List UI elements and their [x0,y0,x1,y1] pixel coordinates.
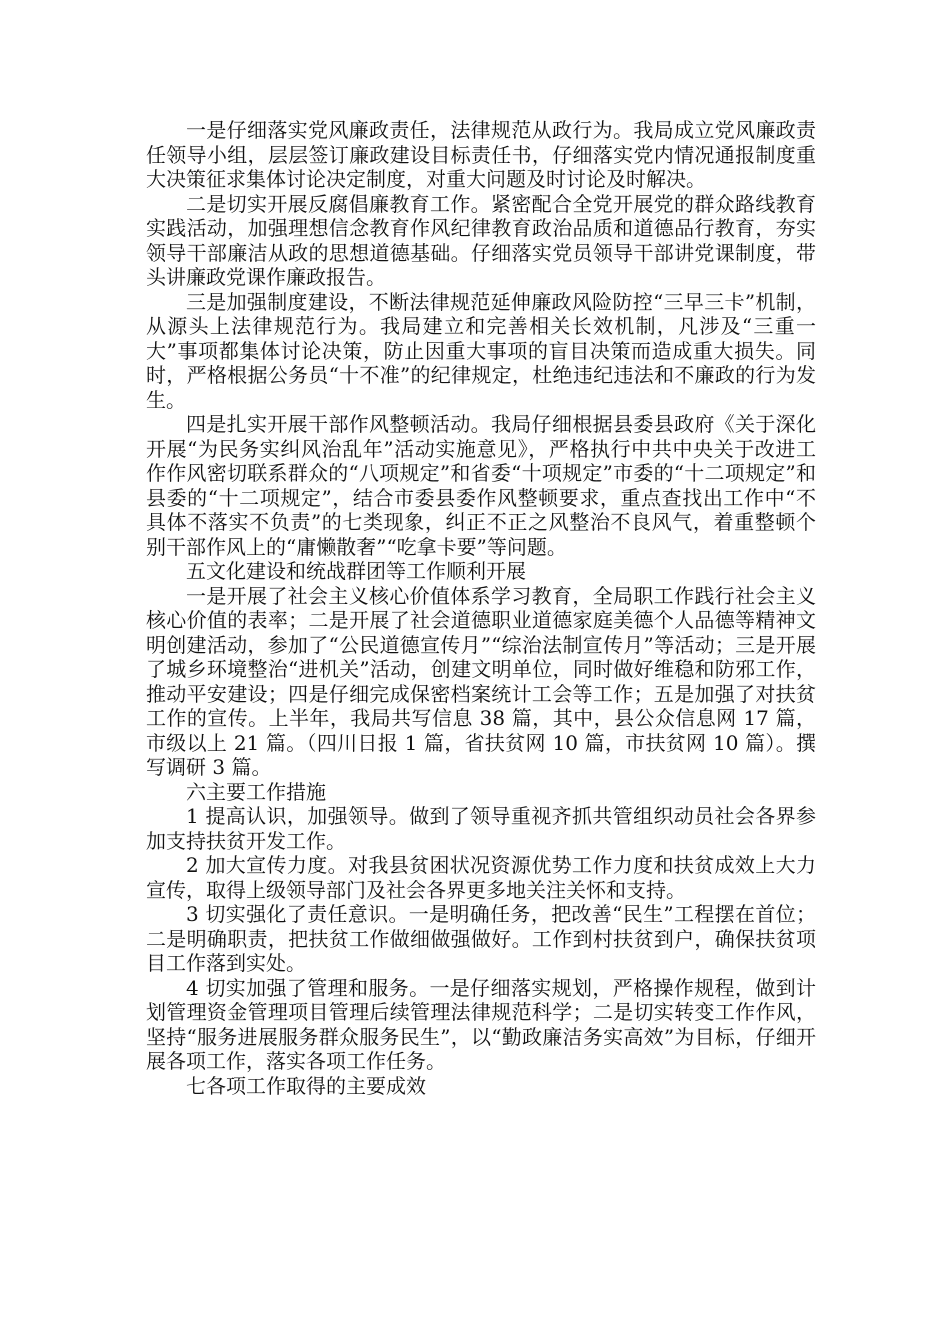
section-heading-culture: 五文化建设和统战群团等工作顺利开展 [186,559,526,583]
paragraph-culture-activities: 一是开展了社会主义核心价值体系学习教育，全局职工作践行社会主义核心价值的表率；二是开展了社会道德职业道德家庭美德个人品德等精神文明创建活动，参加了“公民道德宣传月”“综治法制宣传月”等活动；三是开展了城乡环境整治“进机关”活动，创建文明单位，同时做好维稳和防邪工作，推动平安建设；四是仔细完成保密档案统计工会等工作；五是加强了对扶贫工作的宣传。上半年，我局共写信息 38 篇，其中，县公众信息网 17 篇，市级以上 21 篇。（四川日报 1 篇，省扶贫网 10 篇，市扶贫网 10 篇）。撰写调研 3 篇。 [146,583,816,779]
paragraph-measure-3: 3 切实强化了责任意识。一是明确任务，把改善“民生”工程摆在首位；二是明确职责，把扶贫工作做细做强做好。工作到村扶贫到户，确保扶贫项目工作落到实处。 [146,902,816,975]
paragraph-anti-corruption-education: 二是切实开展反腐倡廉教育工作。紧密配合全党开展党的群众路线教育实践活动，加强理想信念教育作风纪律教育政治品质和道德品行教育，夯实领导干部廉洁从政的思想道德基础。仔细落实党员领导干部讲党课制度，带头讲廉政党课作廉政报告。 [146,191,816,289]
paragraph-work-style-rectification: 四是扎实开展干部作风整顿活动。我局仔细根据县委县政府《关于深化开展“为民务实纠风治乱年”活动实施意见》，严格执行中共中央关于改进工作作风密切联系群众的“八项规定”和省委“十项规定”市委的“十二项规定”和县委的“十二项规定”，结合市委县委作风整顿要求，重点查找出工作中“不具体不落实不负责”的七类现象，纠正不正之风整治不良风气，着重整顿个别干部作风上的“庸懒散奢”“吃拿卡要”等问题。 [146,412,816,559]
paragraph-system-building: 三是加强制度建设，不断法律规范延伸廉政风险防控“三早三卡”机制，从源头上法律规范行为。我局建立和完善相关长效机制，凡涉及“三重一大”事项都集体讨论决策，防止因重大事项的盲目决策而造成重大损失。同时，严格根据公务员“十不准”的纪律规定，杜绝违纪违法和不廉政的行为发生。 [146,289,816,412]
document-page [146,118,816,1098]
paragraph-measure-4: 4 切实加强了管理和服务。一是仔细落实规划，严格操作规程，做到计划管理资金管理项目管理后续管理法律规范科学；二是切实转变工作作风，坚持“服务进展服务群众服务民生”，以“勤政廉洁务实高效”为目标，仔细开展各项工作，落实各项工作任务。 [146,975,816,1073]
paragraph-party-responsibility: 一是仔细落实党风廉政责任，法律规范从政行为。我局成立党风廉政责任领导小组，层层签订廉政建设目标责任书，仔细落实党内情况通报制度重大决策征求集体讨论决定制度，对重大问题及时讨论及时解决。 [146,118,816,191]
paragraph-measure-1: 1 提高认识，加强领导。做到了领导重视齐抓共管组织动员社会各界参加支持扶贫开发工作。 [146,804,816,853]
section-heading-results: 七各项工作取得的主要成效 [186,1073,426,1098]
section-heading-measures: 六主要工作措施 [186,779,326,804]
paragraph-measure-2: 2 加大宣传力度。对我县贫困状况资源优势工作力度和扶贫成效上大力宣传，取得上级领导部门及社会各界更多地关注关怀和支持。 [146,853,816,902]
